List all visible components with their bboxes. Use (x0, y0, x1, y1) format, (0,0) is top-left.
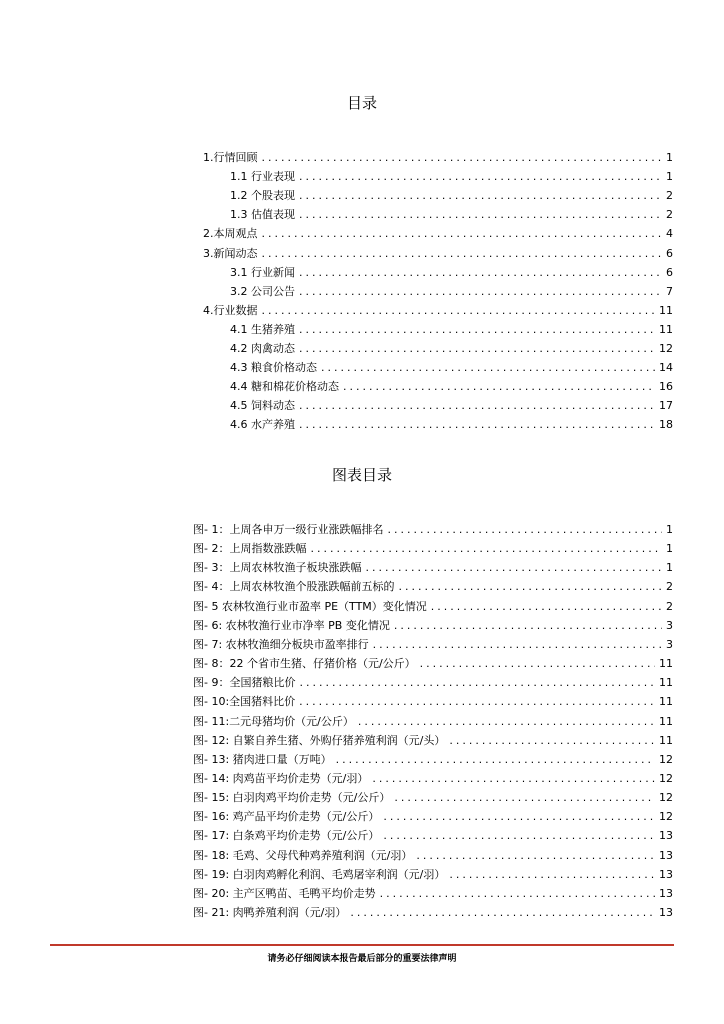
dot-leader (262, 225, 663, 243)
dot-leader (350, 904, 655, 922)
dot-leader (394, 617, 662, 635)
dot-leader (299, 340, 655, 358)
dot-leader (398, 578, 662, 596)
toc-entry-label: 3.新闻动态 (203, 246, 258, 260)
figure-entry-page: 3 (666, 637, 673, 651)
dot-leader (299, 206, 662, 224)
toc-entry-label: 2.本周观点 (203, 227, 258, 241)
dot-leader (383, 827, 655, 845)
figure-entry[interactable] (193, 866, 673, 884)
toc-entry[interactable] (203, 149, 673, 167)
figure-entry-label: 图- 17: 白条鸡平均价走势（元/公斤） (193, 829, 380, 843)
dot-leader (420, 655, 655, 673)
figure-entry-label: 图- 15: 白羽肉鸡平均价走势（元/公斤） (193, 791, 391, 805)
figure-entry[interactable] (193, 655, 673, 673)
dot-leader (262, 149, 663, 167)
figure-entry-label: 图- 3：上周农林牧渔子板块涨跌幅 (193, 561, 362, 575)
toc-entry-page: 1 (666, 151, 673, 164)
footer-rule (50, 944, 674, 946)
figure-entry[interactable] (193, 521, 673, 539)
toc-entry-page: 18 (659, 418, 673, 432)
figure-entry[interactable] (193, 751, 673, 769)
figure-entry-label: 图- 13: 猪肉进口量（万吨） (193, 752, 332, 766)
toc-entry-page: 1 (666, 170, 673, 184)
dot-leader (262, 302, 656, 320)
toc-entry[interactable] (203, 245, 673, 263)
figure-entry-page: 13 (659, 829, 673, 843)
toc-entry-page: 14 (659, 361, 673, 375)
toc-entry[interactable] (230, 168, 673, 186)
toc-entry[interactable] (230, 206, 673, 224)
figure-entry[interactable] (193, 636, 673, 654)
figure-entry-label: 图- 1：上周各申万一级行业涨跌幅排名 (193, 523, 384, 536)
figure-entry[interactable] (193, 713, 673, 731)
toc-entry-label: 4.5 饲料动态 (230, 399, 295, 413)
figure-entry-label: 图- 6: 农林牧渔行业市净率 PB 变化情况 (193, 618, 390, 632)
figure-entry-label: 图- 20: 主产区鸭苗、毛鸭平均价走势 (193, 886, 376, 900)
figure-entry-page: 11 (659, 695, 673, 709)
toc-entry[interactable] (230, 264, 673, 282)
dot-leader (299, 264, 662, 282)
figure-entry[interactable] (193, 885, 673, 903)
figure-entry[interactable] (193, 789, 673, 807)
dot-leader (431, 598, 662, 616)
figure-entry-label: 图- 18: 毛鸡、父母代种鸡养殖利润（元/羽） (193, 848, 413, 862)
toc-entry[interactable] (230, 321, 673, 339)
toc-entry-page: 6 (666, 246, 673, 260)
figure-entry-page: 12 (659, 771, 673, 785)
toc-entry[interactable] (230, 283, 673, 301)
toc-entry-label: 4.3 粮食价格动态 (230, 361, 317, 375)
toc-entry-label: 4.2 肉禽动态 (230, 342, 295, 355)
dot-leader (310, 540, 662, 558)
dot-leader (299, 693, 655, 711)
dot-leader (299, 283, 662, 301)
figure-entry-label: 图- 16: 鸡产品平均价走势（元/公斤） (193, 810, 380, 824)
dot-leader (449, 732, 655, 750)
toc-entry-page: 11 (659, 303, 673, 317)
figure-entry-page: 2 (666, 599, 673, 613)
figure-entry-page: 13 (659, 906, 673, 919)
dot-leader (262, 245, 663, 263)
dot-leader (343, 378, 655, 396)
toc-entry-page: 16 (659, 380, 673, 394)
dot-leader (299, 674, 655, 692)
figure-entry-label: 图- 19: 白羽肉鸡孵化利润、毛鸡屠宰利润（元/羽） (193, 867, 446, 881)
figure-entry[interactable] (193, 540, 673, 558)
dot-leader (380, 885, 655, 903)
dot-leader (365, 559, 662, 577)
figure-entry-page: 3 (666, 618, 673, 632)
figure-entry-label: 图- 12: 自繁自养生猪、外购仔猪养殖利润（元/头） (193, 733, 446, 747)
figure-entry[interactable] (193, 847, 673, 865)
toc-entry[interactable] (203, 225, 673, 243)
dot-leader (387, 521, 662, 539)
toc-entry-page: 12 (659, 342, 673, 355)
figure-entry[interactable] (193, 598, 673, 616)
figure-entry-page: 12 (659, 752, 673, 766)
toc-entry-page: 17 (659, 399, 673, 413)
toc-entry-label: 3.1 行业新闻 (230, 265, 295, 279)
toc-entry-page: 6 (666, 265, 673, 279)
dot-leader (373, 636, 662, 654)
figure-entry-label: 图- 7: 农林牧渔细分板块市盈率排行 (193, 637, 369, 651)
toc-entry-page: 2 (666, 208, 673, 222)
figure-entry-page: 11 (659, 714, 673, 728)
toc-entry-label: 4.4 糖和棉花价格动态 (230, 380, 339, 394)
toc-entry[interactable] (230, 187, 673, 205)
figure-entry[interactable] (193, 578, 673, 596)
figure-entry-page: 13 (659, 886, 673, 900)
figure-entry-label: 图- 9：全国猪粮比价 (193, 676, 296, 690)
figure-entry[interactable] (193, 732, 673, 750)
toc-entry-label: 3.2 公司公告 (230, 284, 295, 298)
figure-entry-page: 1 (666, 561, 673, 575)
figure-entry-page: 1 (666, 542, 673, 556)
figure-entry-label: 图- 2：上周指数涨跌幅 (193, 542, 307, 556)
dot-leader (299, 321, 655, 339)
dot-leader (299, 397, 655, 415)
dot-leader (383, 808, 655, 826)
dot-leader (321, 359, 655, 377)
toc-entry-label: 1.1 行业表现 (230, 170, 295, 184)
toc-entry[interactable] (203, 302, 673, 320)
figure-entry-label: 图- 14: 肉鸡苗平均价走势（元/羽） (193, 771, 369, 785)
figure-entry-label: 图- 5 农林牧渔行业市盈率 PE（TTM）变化情况 (193, 599, 427, 613)
figure-entry-page: 2 (666, 580, 673, 594)
figure-list-title: 图表目录 (331, 466, 392, 484)
figure-entry[interactable] (193, 674, 673, 692)
toc-entry-page: 2 (666, 189, 673, 203)
toc-entry-label: 1.3 估值表现 (230, 208, 295, 222)
toc-entry-label: 1.2 个股表现 (230, 189, 295, 203)
toc-entry[interactable] (230, 340, 673, 358)
toc-entry-label: 4.行业数据 (203, 303, 258, 317)
figure-entry[interactable] (193, 559, 673, 577)
dot-leader (372, 770, 655, 788)
figure-entry-label: 图- 11:二元母猪均价（元/公斤） (193, 714, 354, 728)
figure-entry-page: 13 (659, 848, 673, 862)
figure-entry[interactable] (193, 827, 673, 845)
toc-entry[interactable] (230, 378, 673, 396)
toc-entry-page: 11 (659, 322, 673, 336)
figure-entry-page: 1 (666, 523, 673, 536)
figure-entry-page: 12 (659, 810, 673, 824)
toc-entry-page: 4 (666, 227, 673, 241)
figure-entry-label: 图- 8：22 个省市生猪、仔猪价格（元/公斤） (193, 657, 416, 671)
toc-entry-label: 1.行情回顾 (203, 151, 258, 164)
figure-entry-page: 11 (659, 733, 673, 747)
figure-entry[interactable] (193, 693, 673, 711)
toc-entry-label: 4.1 生猪养殖 (230, 322, 295, 336)
figure-entry[interactable] (193, 904, 673, 922)
dot-leader (358, 713, 655, 731)
dot-leader (299, 416, 655, 434)
figure-entry-label: 图- 10:全国猪料比价 (193, 695, 296, 709)
figure-entry-label: 图- 4：上周农林牧渔个股涨跌幅前五标的 (193, 580, 395, 594)
toc-entry[interactable] (230, 416, 673, 434)
toc-entry-page: 7 (666, 284, 673, 298)
dot-leader (394, 789, 655, 807)
figure-entry-page: 11 (659, 676, 673, 690)
figure-entry[interactable] (193, 617, 673, 635)
toc-entry[interactable] (230, 359, 673, 377)
dot-leader (299, 187, 662, 205)
dot-leader (449, 866, 655, 884)
toc-title: 目录 (346, 94, 377, 112)
figure-entry-page: 13 (659, 867, 673, 881)
figure-entry-page: 11 (659, 657, 673, 671)
footer-disclaimer: 请务必仔细阅读本报告最后部分的重要法律声明 (267, 954, 457, 964)
dot-leader (336, 751, 655, 769)
dot-leader (299, 168, 662, 186)
figure-entry-label: 图- 21: 肉鸭养殖利润（元/羽） (193, 906, 347, 919)
toc-entry-label: 4.6 水产养殖 (230, 418, 295, 432)
toc-entry[interactable] (230, 397, 673, 415)
figure-entry[interactable] (193, 770, 673, 788)
figure-entry-page: 12 (659, 791, 673, 805)
figure-entry[interactable] (193, 808, 673, 826)
dot-leader (416, 847, 655, 865)
